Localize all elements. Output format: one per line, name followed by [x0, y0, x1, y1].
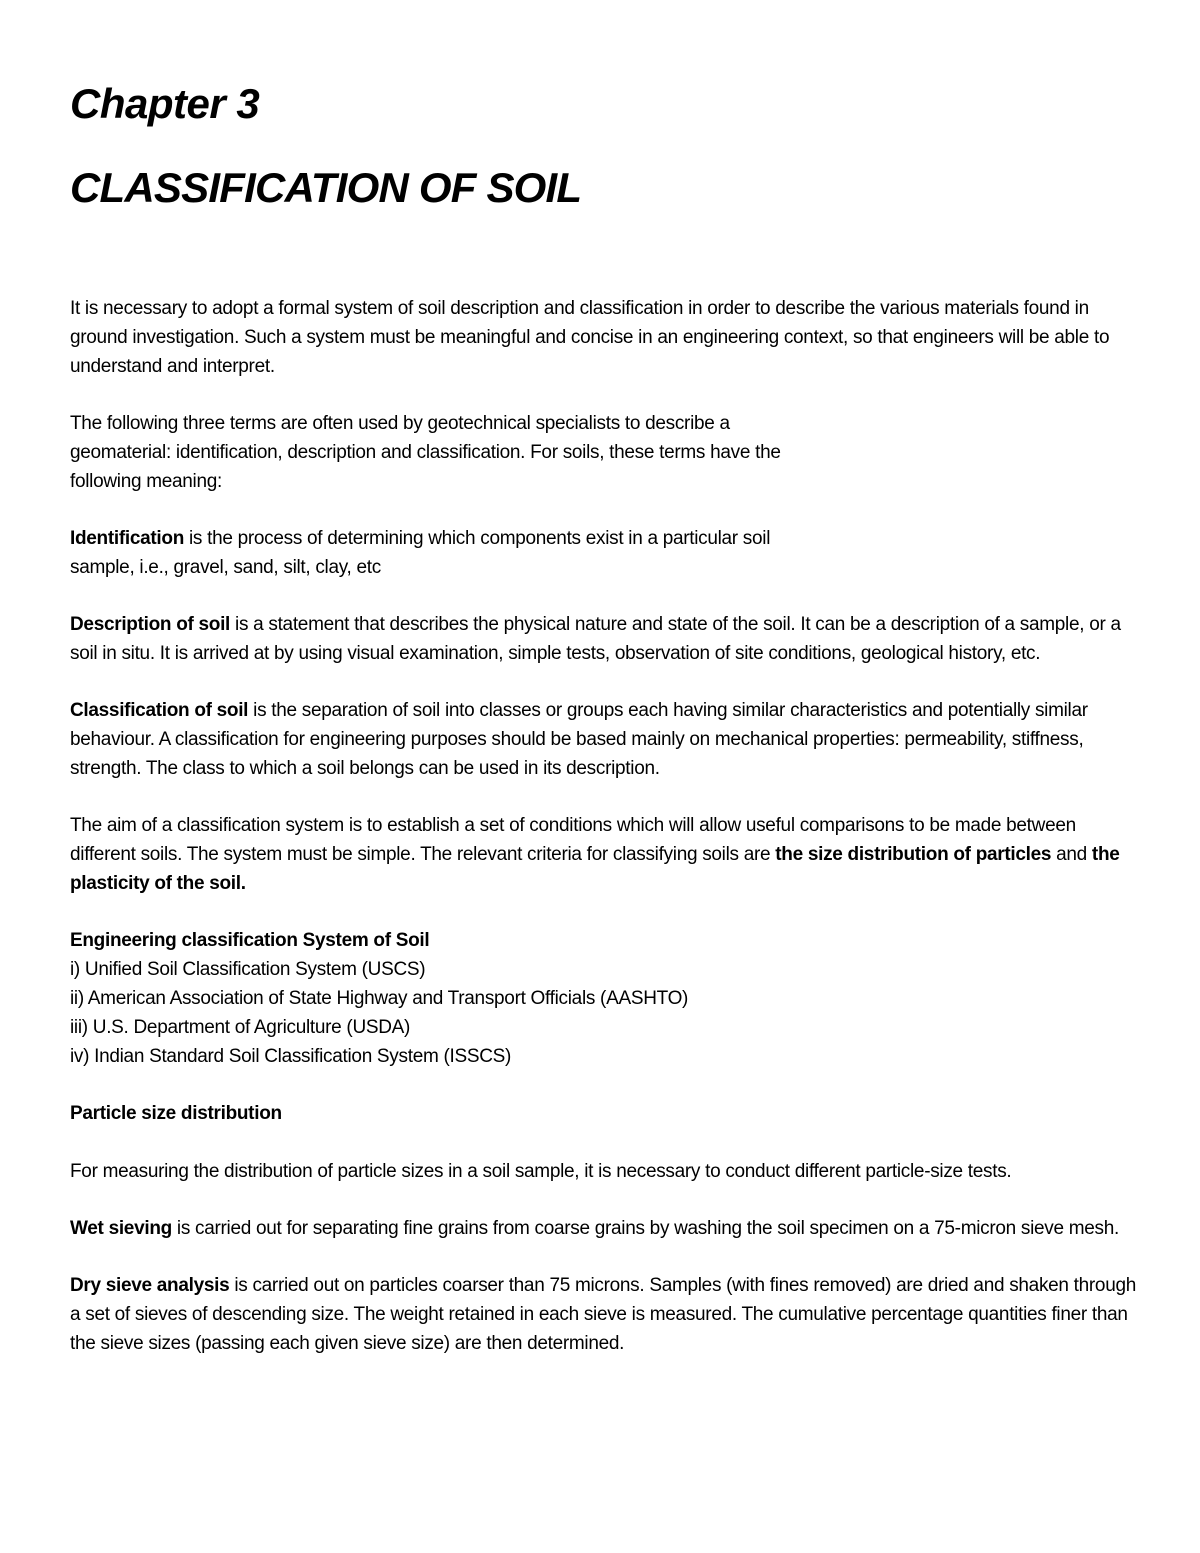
systems-list-item: ii) American Association of State Highway and Transport Officials (AASHTO): [70, 988, 689, 1009]
dry-sieve-text: is carried out on particles coarser than 75 microns. Samples (with fines removed) are dried and shaken through a set of sieves of descending size. The weight retained in each sieve is measured. The cumulative percentage quantities finer than the sieve sizes (passing each given sieve size) are then determined.: [70, 1275, 1136, 1354]
aim-bold-1: the size distribution of particles: [775, 844, 1052, 865]
wet-sieving-paragraph: [70, 1214, 1140, 1243]
dry-sieve-term: Dry sieve analysis: [70, 1275, 230, 1296]
psd-paragraph: For measuring the distribution of particle sizes in a soil sample, it is necessary to conduct different particle-size tests.: [70, 1161, 1012, 1182]
terms-intro-paragraph: [70, 409, 1140, 496]
terms-intro-line-2: geomaterial: identification, description and classification. For soils, these terms have the: [70, 442, 781, 463]
systems-list-item: iv) Indian Standard Soil Classification System (ISSCS): [70, 1046, 512, 1067]
aim-bold-2: the plasticity of the soil.: [70, 844, 1120, 894]
chapter-label: Chapter 3: [70, 80, 260, 127]
description-term: Description of soil: [70, 614, 231, 635]
classification-term: Classification of soil: [70, 700, 249, 721]
description-text: is a statement that describes the physical nature and state of the soil. It can be a description of a sample, or a soil in situ. It is arrived at by using visual examination, simple tests, observation of site conditions, geological history, etc.: [70, 614, 1121, 664]
systems-section: [70, 926, 1140, 1071]
identification-text-line-1: is the process of determining which components exist in a particular soil: [184, 528, 771, 549]
intro-paragraph: It is necessary to adopt a formal system of soil description and classification in order to describe the various materials found in ground investigation. Such a system must be meaningful and concise in an engineering context, so that engineers will be able to understand and interpret.: [70, 298, 1110, 377]
dry-sieve-paragraph: [70, 1271, 1140, 1358]
systems-list-item: iii) U.S. Department of Agriculture (USDA): [70, 1017, 411, 1038]
terms-intro-line-3: following meaning:: [70, 471, 222, 492]
identification-paragraph: [70, 524, 1140, 582]
aim-text-1: The aim of a classification system is to establish a set of conditions which will allow useful comparisons to be made between different soils. The system must be simple. The relevant criteria for classifying soils are: [70, 815, 1076, 865]
systems-list-item: i) Unified Soil Classification System (USCS): [70, 959, 426, 980]
aim-text-2: and: [1051, 844, 1092, 865]
psd-heading: Particle size distribution: [70, 1103, 282, 1124]
wet-sieving-term: Wet sieving: [70, 1218, 172, 1239]
identification-text-line-2: sample, i.e., gravel, sand, silt, clay, etc: [70, 557, 381, 578]
document-body: [70, 294, 1140, 1358]
description-paragraph: [70, 610, 1140, 668]
identification-term: Identification: [70, 528, 185, 549]
classification-text: is the separation of soil into classes or groups each having similar characteristics and potentially similar behaviour. A classification for engineering purposes should be based mainly on mechanical properties: permeability, stiffness, strength. The class to which a soil belongs can be used in its description.: [70, 700, 1088, 779]
systems-heading: Engineering classification System of Soil: [70, 930, 430, 951]
classification-paragraph: [70, 696, 1140, 783]
page-title: CLASSIFICATION OF SOIL: [70, 164, 582, 211]
document-page: [70, 78, 1140, 1386]
terms-intro-line-1: The following three terms are often used by geotechnical specialists to describe a: [70, 413, 730, 434]
aim-paragraph: [70, 811, 1140, 898]
wet-sieving-text: is carried out for separating fine grains from coarse grains by washing the soil specimen on a 75-micron sieve mesh.: [171, 1218, 1119, 1239]
